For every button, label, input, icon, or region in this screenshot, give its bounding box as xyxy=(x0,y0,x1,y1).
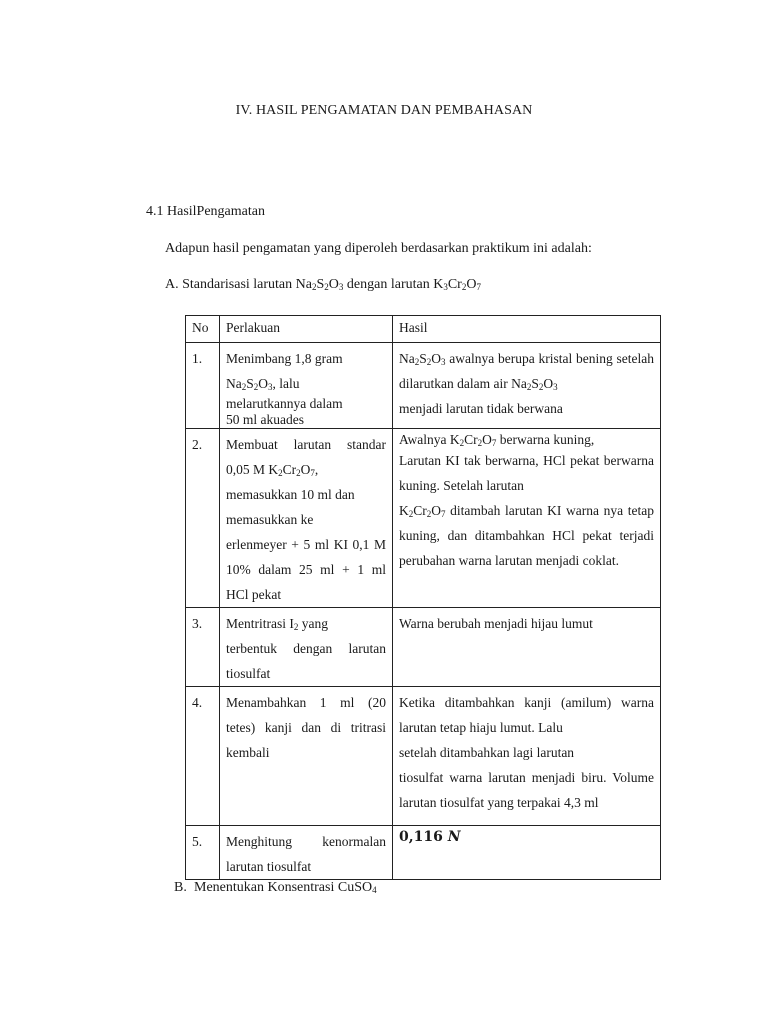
header-hasil: Hasil xyxy=(393,316,661,343)
cell-line: Ketika ditambahkan kanji (amilum) warna larutan tetap hiaju lumut. Lalu xyxy=(399,695,654,735)
subscript: 7 xyxy=(441,509,446,519)
cell-no: 1. xyxy=(186,343,220,429)
subscript: 3 xyxy=(441,357,446,367)
cell-hasil xyxy=(393,687,661,826)
normality-value xyxy=(399,829,654,845)
subscript: 4 xyxy=(372,885,377,895)
cell-line: Menghitung kenormalan larutan tiosulfat xyxy=(226,834,386,874)
table-row xyxy=(186,826,661,880)
formula-part: Membuat larutan standar 0,05 M K xyxy=(226,437,386,477)
formula-part: Cr xyxy=(464,432,478,447)
formula-part: Na xyxy=(399,351,415,366)
subscript: 2 xyxy=(311,282,317,292)
table-row xyxy=(186,687,661,826)
subscript: 2 xyxy=(538,382,544,392)
subsection-b-text: Menentukan Konsentrasi CuSO xyxy=(194,880,373,895)
cell-hasil xyxy=(393,826,661,880)
cell-line: terbentuk dengan larutan tiosulfat xyxy=(226,641,386,681)
formula-part: S xyxy=(419,351,427,366)
cell-line xyxy=(226,611,386,636)
cell-line xyxy=(399,432,654,448)
table-row xyxy=(186,608,661,687)
section-heading xyxy=(146,204,265,220)
cell-no: 3. xyxy=(186,608,220,687)
cell-line xyxy=(399,346,654,396)
subscript: 3 xyxy=(553,382,558,392)
table-header-row xyxy=(186,316,661,343)
subsection-a-text: Cr xyxy=(447,277,462,292)
formula-part: O xyxy=(300,462,311,477)
formula-part: Awalnya K xyxy=(399,432,460,447)
subscript: 2 xyxy=(459,438,465,448)
subscript: 2 xyxy=(278,468,283,478)
cell-line: Menimbang 1,8 gram xyxy=(226,351,343,366)
subscript: 2 xyxy=(296,468,301,478)
formula-part: K xyxy=(399,503,409,518)
subscript: 2 xyxy=(241,382,247,392)
subscript: 2 xyxy=(426,509,432,519)
cell-no: 5. xyxy=(186,826,220,880)
subscript: 2 xyxy=(408,509,414,519)
formula-part: awalnya berupa kristal bening setelah dilarutkan dalam air Na xyxy=(399,351,654,391)
cell-line: erlenmeyer + 5 ml KI 0,1 M 10% dalam 25 ml + 1 ml HCl pekat xyxy=(226,537,386,602)
table-row xyxy=(186,343,661,429)
subscript: 2 xyxy=(253,382,259,392)
normality-unit: N xyxy=(447,829,461,845)
subscript: 7 xyxy=(476,282,481,292)
formula-part: O xyxy=(431,503,441,518)
header-no: No xyxy=(186,316,220,343)
formula-part: Cr xyxy=(282,462,297,477)
formula-part: O xyxy=(482,432,492,447)
subscript: 7 xyxy=(310,468,315,478)
subsection-a-text: O xyxy=(466,277,477,292)
subscript: 2 xyxy=(461,282,467,292)
cell-line xyxy=(399,498,654,573)
subscript: 7 xyxy=(491,438,497,448)
formula-part: ditambah larutan KI warna nya tetap kuning, dan ditambahkan HCl pekat terjadi perubahan warna larutan menjadi coklat. xyxy=(399,503,654,568)
section-heading-text: HasilPengamatan xyxy=(167,204,265,219)
header-perlakuan: Perlakuan xyxy=(220,316,393,343)
cell-line xyxy=(226,432,386,482)
subscript: 2 xyxy=(414,357,420,367)
formula-part: S xyxy=(531,376,539,391)
subsection-a-heading xyxy=(165,277,481,293)
subscript: 2 xyxy=(426,357,432,367)
cell-perlakuan xyxy=(220,687,393,826)
subsection-b-heading xyxy=(174,880,377,896)
cell-line: melarutkannya dalam xyxy=(226,396,343,411)
cell-hasil xyxy=(393,429,661,608)
cell-hasil xyxy=(393,343,661,429)
cell-line: memasukkan 10 ml dan xyxy=(226,487,355,502)
observation-table xyxy=(185,315,661,880)
subscript: 2 xyxy=(293,622,299,632)
page-title: IV. HASIL PENGAMATAN DAN PEMBAHASAN xyxy=(235,103,533,118)
cell-hasil: Warna berubah menjadi hijau lumut xyxy=(393,608,661,687)
subscript: 3 xyxy=(268,382,273,392)
formula-part: Mentritrasi I xyxy=(226,616,294,631)
subscript: 3 xyxy=(443,282,448,292)
cell-line: Larutan KI tak berwarna, HCl pekat berwarna kuning. Setelah larutan xyxy=(399,453,654,493)
cell-line xyxy=(226,371,386,396)
intro-paragraph: Adapun hasil pengamatan yang diperoleh berdasarkan praktikum ini adalah: xyxy=(165,241,592,256)
formula-part: S xyxy=(246,376,254,391)
section-number: 4.1 xyxy=(146,204,164,219)
table-row xyxy=(186,429,661,608)
formula-part: O xyxy=(543,376,554,391)
cell-perlakuan xyxy=(220,826,393,880)
subscript: 2 xyxy=(477,438,483,448)
subscript: 2 xyxy=(324,282,329,292)
cell-line: tiosulfat warna larutan menjadi biru. Volume larutan tiosulfat yang terpakai 4,3 ml xyxy=(399,770,654,810)
normality-number: 0,116 xyxy=(399,829,443,845)
subsection-a-label: A. xyxy=(165,277,179,292)
cell-line: 50 ml akuades xyxy=(226,412,304,427)
formula-part: O xyxy=(431,351,442,366)
formula-part: , lalu xyxy=(272,376,300,391)
cell-perlakuan xyxy=(220,608,393,687)
subsection-b-label: B. xyxy=(174,880,187,895)
cell-line: setelah ditambahkan lagi larutan xyxy=(399,745,575,760)
cell-line: Menambahkan 1 ml (20 tetes) kanji dan di tritrasi kembali xyxy=(226,695,386,760)
formula-part: Na xyxy=(226,376,242,391)
formula-part: Cr xyxy=(413,503,427,518)
subsection-a-text: dengan larutan K xyxy=(343,277,444,292)
formula-part: yang xyxy=(298,616,328,631)
subsection-a-text: S xyxy=(316,277,325,292)
formula-part: , xyxy=(314,462,319,477)
cell-no: 2. xyxy=(186,429,220,608)
subsection-a-text: O xyxy=(328,277,339,292)
formula-part: O xyxy=(258,376,269,391)
cell-line: menjadi larutan tidak berwana xyxy=(399,401,563,416)
cell-line: memasukkan ke xyxy=(226,512,314,527)
formula-part: berwarna kuning, xyxy=(496,432,595,447)
subsection-a-text: Standarisasi larutan Na xyxy=(182,277,312,292)
cell-no: 4. xyxy=(186,687,220,826)
cell-perlakuan xyxy=(220,343,393,429)
subscript: 2 xyxy=(526,382,532,392)
cell-perlakuan xyxy=(220,429,393,608)
subscript: 3 xyxy=(338,282,344,292)
